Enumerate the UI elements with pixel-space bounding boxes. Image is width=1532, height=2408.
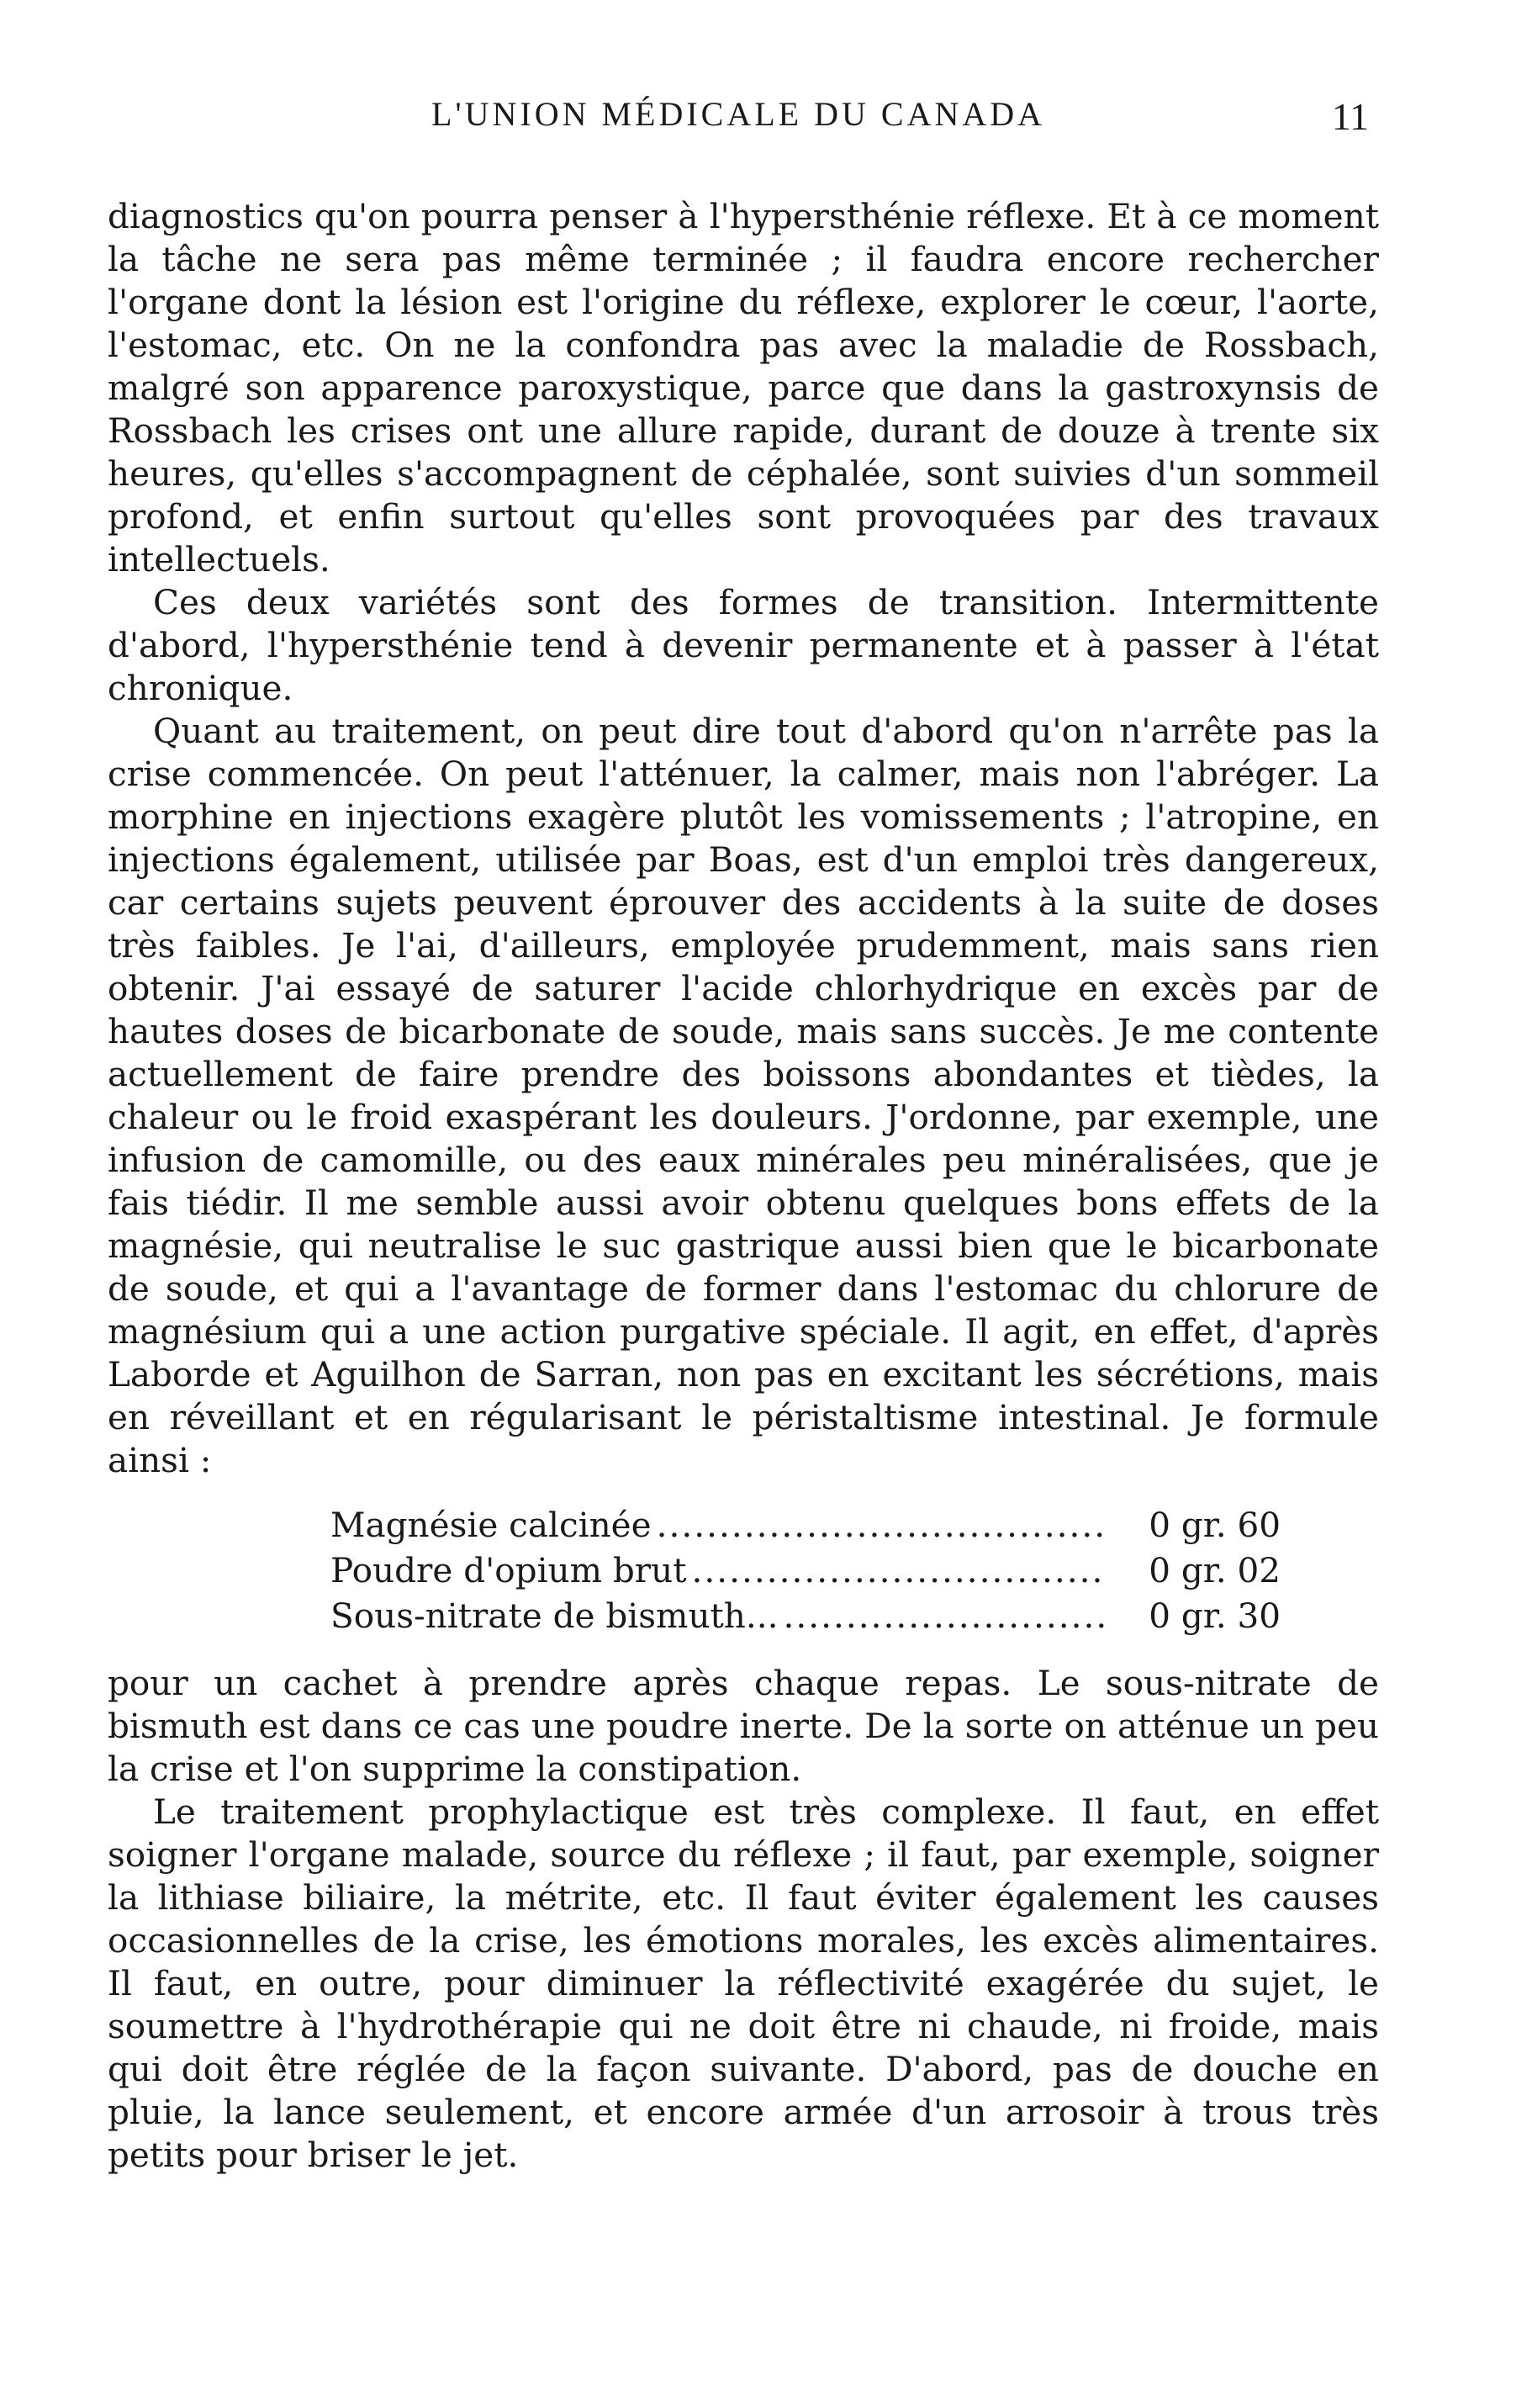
dot-leader [657,1504,1107,1547]
formula-dose: 0 gr. 30 [1149,1596,1281,1636]
formula-row [330,1549,1281,1595]
formula-ingredient: Poudre d'opium brut [330,1550,687,1590]
page-number: 11 [1331,95,1369,138]
formula-row [330,1504,1281,1549]
dot-leader [692,1549,1107,1592]
body-text [108,195,1379,2177]
formula-ingredient: Sous-nitrate de bismuth... [330,1596,779,1636]
paragraph-cachet: pour un cachet à prendre après chaque repas. Le sous-nitrate de bismuth est dans ce cas une poudre inerte. De la sorte on atténue un peu la crise et l'on supprime la constipation. [108,1663,1379,1789]
formula-dose: 0 gr. 02 [1149,1550,1281,1590]
formula-dose: 0 gr. 60 [1149,1505,1281,1545]
running-head [108,94,1369,145]
prescription-formula [330,1504,1281,1640]
paragraph-prophylaxis: Le traitement prophylactique est très complexe. Il faut, en effet soigner l'organe malade, source du réflexe ; il faut, par exemple, soigner la lithiase biliaire, la métrite, etc. Il faut éviter également les causes occasionnelles de la crise, les émotions morales, les excès alimentaires. Il faut, en outre, pour diminuer la réflectivité exagérée du sujet, le soumettre à l'hydrothérapie qui ne doit être ni chaude, ni froide, mais qui doit être réglée de la façon suivante. D'abord, pas de douche en pluie, la lance seulement, et encore armée d'un arrosoir à trous très petits pour briser le jet. [108,1791,1379,2175]
paragraph-diagnostics: diagnostics qu'on pourra penser à l'hypersthénie réflexe. Et à ce moment la tâche ne sera pas même terminée ; il faudra encore rechercher l'organe dont la lésion est l'origine du réflexe, explorer le cœur, l'aorte, l'estomac, etc. On ne la confondra pas avec la maladie de Rossbach, malgré son apparence paroxystique, parce que dans la gastroxynsis de Rossbach les crises ont une allure rapide, durant de douze à trente six heures, qu'elles s'accompagnent de céphalée, sont suivies d'un sommeil profond, et enfin surtout qu'elles sont provoquées par des travaux intellectuels. [108,196,1379,580]
paragraph-varieties: Ces deux variétés sont des formes de transition. Intermittente d'abord, l'hypersthénie tend à devenir permanente et à passer à l'état chronique. [108,582,1379,708]
formula-row [330,1595,1281,1640]
paragraph-treatment: Quant au traitement, on peut dire tout d'abord qu'on n'arrête pas la crise commencée. On peut l'atténuer, la calmer, mais non l'abréger. La morphine en injections exagère plutôt les vomissements ; l'atropine, en injections également, utilisée par Boas, est d'un emploi très dangereux, car certains sujets peuvent éprouver des accidents à la suite de doses très faibles. Je l'ai, d'ailleurs, employée prudemment, mais sans rien obtenir. J'ai essayé de saturer l'acide chlorhydrique en excès par de hautes doses de bicarbonate de soude, mais sans succès. Je me contente actuellement de faire prendre des boissons abondantes et tièdes, la chaleur ou le froid exaspérant les douleurs. J'ordonne, par exemple, une infusion de camomille, ou des eaux minérales peu minéralisées, que je fais tiédir. Il me semble aussi avoir obtenu quelques bons effets de la magnésie, qui neutralise le suc gastrique aussi bien que le bicarbonate de soude, et qui a l'avantage de former dans l'estomac du chlorure de magnésium qui a une action purgative spéciale. Il agit, en effet, d'après Laborde et Aguilhon de Sarran, non pas en excitant les sécrétions, mais en réveillant et en régularisant le péristaltisme intestinal. Je formule ainsi : [108,711,1379,1480]
running-title: L'UNION MÉDICALE DU CANADA [431,95,1046,133]
dot-leader [784,1595,1107,1638]
formula-ingredient: Magnésie calcinée [330,1505,652,1545]
